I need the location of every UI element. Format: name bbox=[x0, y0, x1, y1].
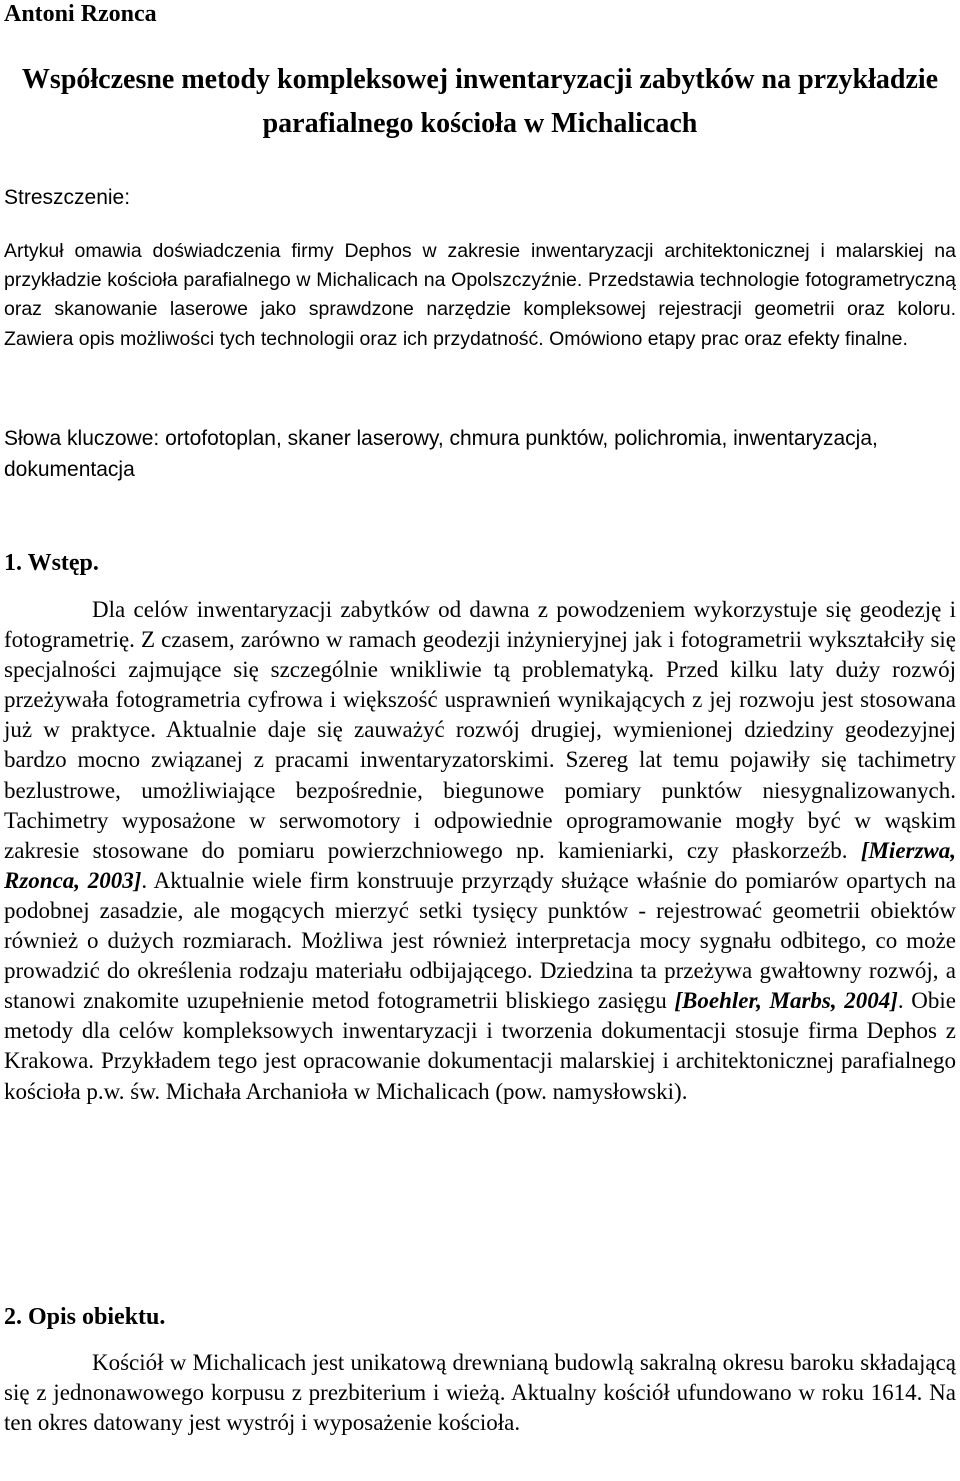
author-name: Antoni Rzonca bbox=[4, 1, 157, 27]
paper-title: Współczesne metody kompleksowej inwentaryzacji zabytków na przykładzie parafialnego kościoła w Michalicach bbox=[21, 64, 939, 139]
section-1-text-part-2: . Aktualnie wiele firm konstruuje przyrządy służące właśnie do pomiarów opartych na podobnej zasadzie, ale mogących mierzyć setki tysięcy punktów - rejestrować geometrii obiektów również o dużych rozmiarach. Możliwa jest również interpretacja mocy sygnału odbitego, co może prowadzić do określenia rodzaju materiału odbijającego. Dziedzina ta przeżywa gwałtowny rozwój, a stanowi znakomite uzupełnienie metod fotogrametrii bliskiego zasięgu bbox=[4, 867, 957, 1014]
section-2-heading: 2. Opis obiektu. bbox=[4, 1304, 166, 1330]
abstract-text: Artykuł omawia doświadczenia firmy Dephos w zakresie inwentaryzacji architektonicznej i malarskiej na przykładzie kościoła parafialnego w Michalicach na Opolszczyźnie. Przedstawia technologie fotogrametryczną oraz skanowanie laserowe jako sprawdzone narzędzie kompleksowej rejestracji geometrii oraz koloru. Zawiera opis możliwości tych technologii oraz ich przydatność. Omówiono etapy prac oraz efekty finalne. bbox=[4, 240, 956, 350]
citation-mierzwa-rzonca: [Mierzwa, Rzonca, 2003] bbox=[4, 837, 957, 893]
section-1-body bbox=[4, 595, 956, 1107]
keywords: Słowa kluczowe: ortofotoplan, skaner laserowy, chmura punktów, polichromia, inwentaryzacja, dokumentacja bbox=[4, 427, 878, 481]
abstract-label: Streszczenie: bbox=[4, 186, 131, 209]
section-1-heading: 1. Wstęp. bbox=[4, 550, 99, 576]
section-2-body: Kościół w Michalicach jest unikatową drewnianą budowlą sakralną okresu baroku składającą się z jednonawowego korpusu z prezbiterium i wieżą. Aktualny kościół ufundowano w roku 1614. Na ten okres datowany jest wystrój i wyposażenie kościoła. bbox=[4, 1350, 956, 1436]
section-1-text-part-3: . Obie metody dla celów kompleksowych inwentaryzacji i tworzenia dokumentacji stosuje firma Dephos z Krakowa. Przykładem tego jest opracowanie dokumentacji malarskiej i architektonicznej parafialnego kościoła p.w. św. Michała Archanioła w Michalicach (pow. namysłowski). bbox=[4, 988, 956, 1104]
citation-boehler-marbs: [Boehler, Marbs, 2004] bbox=[674, 988, 898, 1014]
section-1-text-part-1: Dla celów inwentaryzacji zabytków od dawna z powodzeniem wykorzystuje się geodezję i fotogrametrię. Z czasem, zarówno w ramach geodezji inżynieryjnej jak i fotogrametrii wykształciły się specjalności zajmujące się szczególnie wnikliwie tą problematyką. Przed kilku laty duży rozwój przeżywała fotogrametria cyfrowa i większość usprawnień wynikających z jej rozwoju jest stosowana już w praktyce. Aktualnie daje się zauważyć rozwój drugiej, wymienionej dziedziny geodezyjnej bardzo mocno związanej z pracami inwentaryzatorskimi. Szereg lat temu pojawiły się tachimetry bezlustrowe, umożliwiające bezpośrednie, biegunowe pomiary punktów niesygnalizowanych. Tachimetry wyposażone w serwomotory i odpowiednie oprogramowanie mogły być w wąskim zakresie stosowane do pomiaru powierzchniowego np. kamieniarki, czy płaskorzeźb. bbox=[4, 597, 956, 863]
